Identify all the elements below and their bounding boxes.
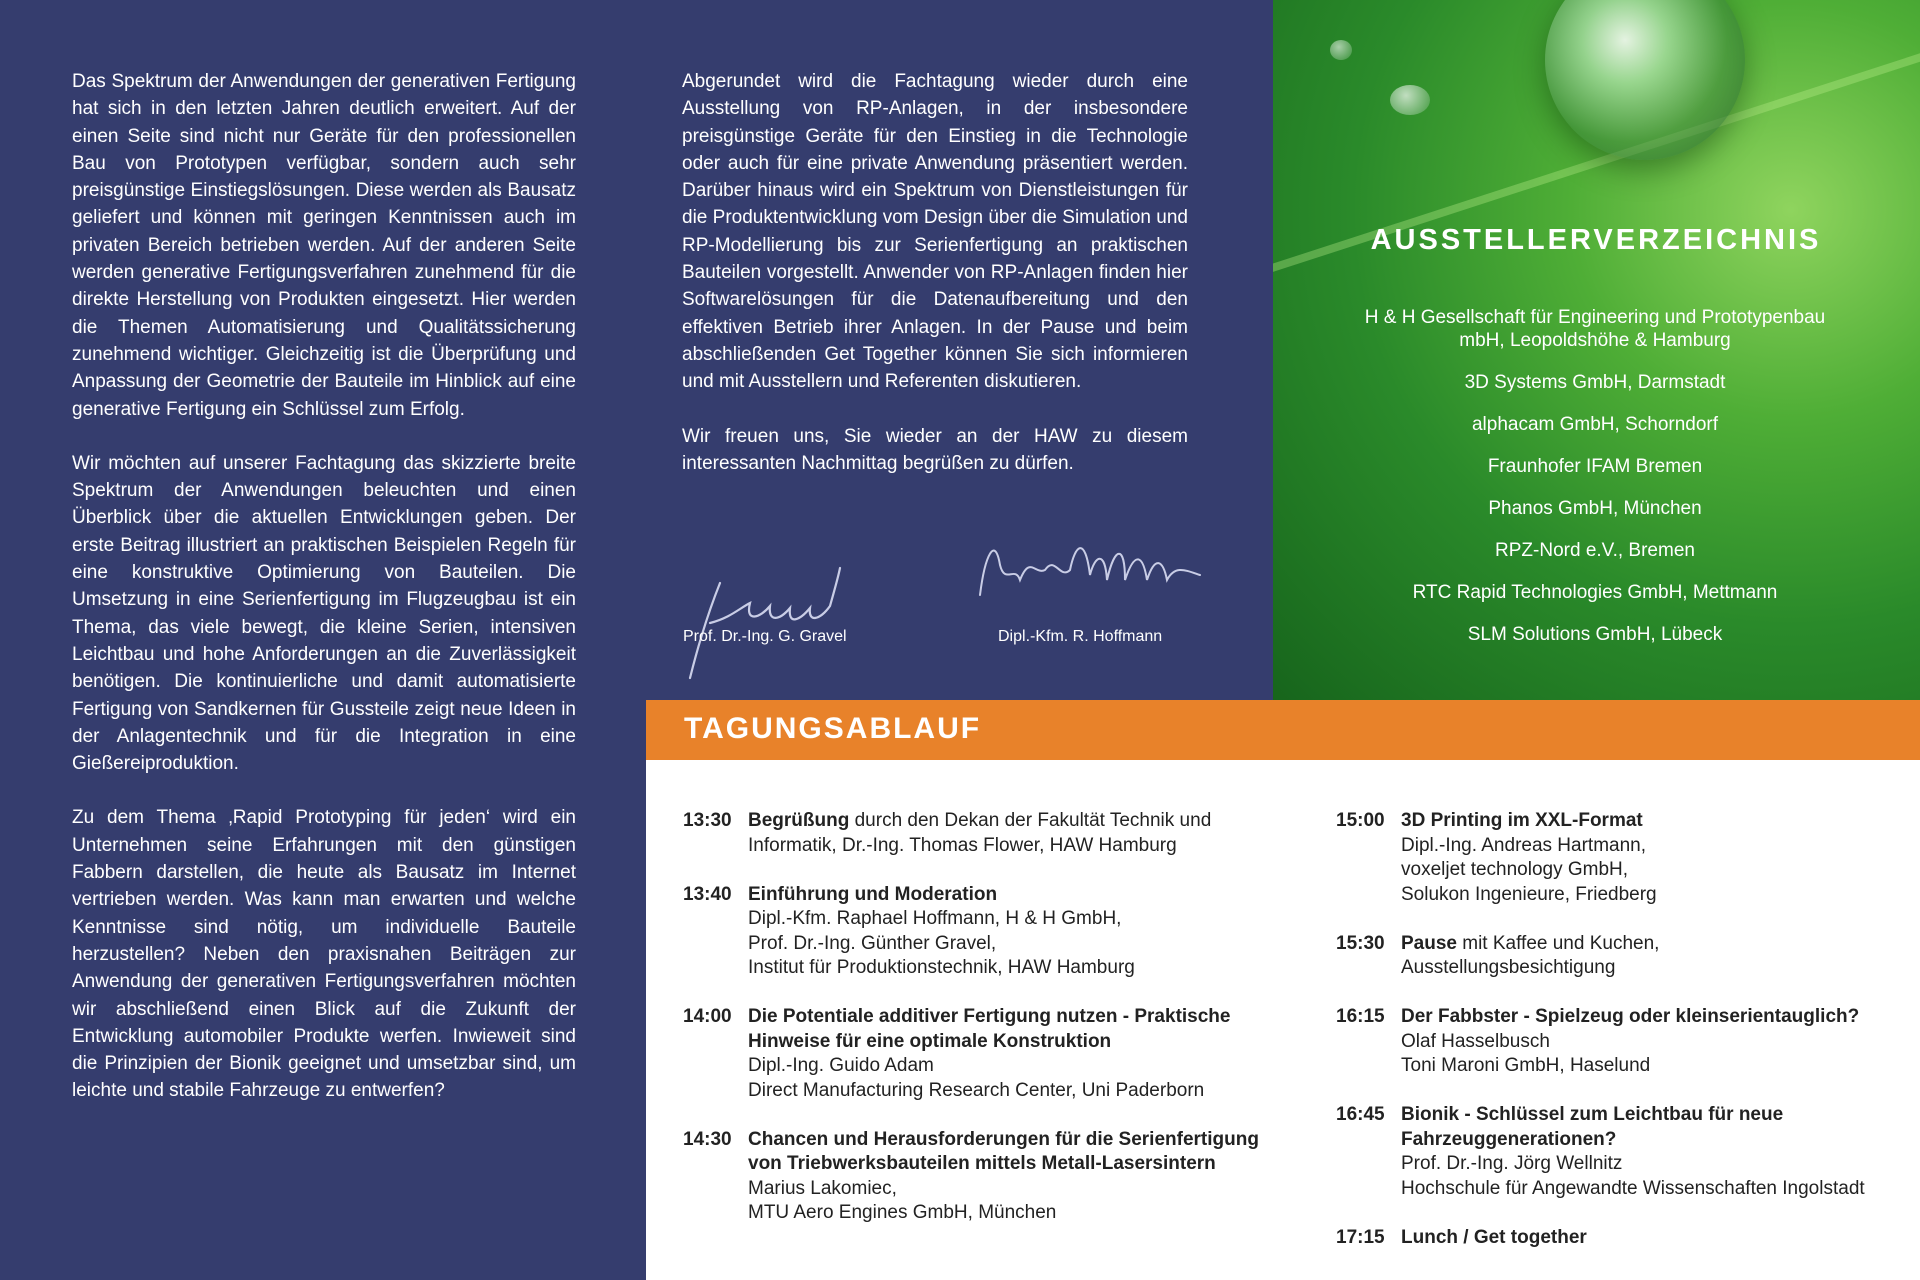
schedule-detail-line: Dipl.-Ing. Andreas Hartmann, (1401, 834, 1647, 856)
schedule-time: 14:30 (683, 1128, 732, 1150)
schedule-column-right (1336, 809, 1920, 1275)
schedule-detail-line: Prof. Dr.-Ing. Jörg Wellnitz (1401, 1153, 1623, 1174)
schedule-column-left (683, 809, 1283, 1250)
closing-paragraph-1: Abgerundet wird die Fachtagung wieder durch eine Ausstellung von RP-Anlagen, in der insbesondere preisgünstige Geräte für den Einstieg in die Technologie oder auch für eine private Anwendung präsentiert werden. Darüber hinaus wird ein Spektrum von Dienstleistungen für die Produktentwicklung vom Design über die Simulation und RP-Modellierung bis zur Serienfertigung an praktischen Bauteilen vorgestellt. Anwender von RP-Anlagen finden hier Softwarelösungen für die Datenaufbereitung und den effektiven Betrieb ihrer Anlagen. In der Pause und beim abschließenden Get Together können Sie sich informieren und mit Ausstellern und Referenten diskutieren. (682, 71, 1188, 393)
schedule-body (748, 809, 1283, 858)
schedule-title: TAGUNGSABLAUF (684, 712, 982, 745)
exhibitor-item: alphacam GmbH, Schorndorf (1471, 414, 1719, 435)
schedule-entry (1336, 1005, 1920, 1079)
schedule-body (1401, 1103, 1920, 1201)
closing-text-column (682, 68, 1188, 504)
schedule-heading: Die Potentiale additiver Fertigung nutzen - Praktische Hinweise für eine optimale Konstruktion (748, 1006, 1231, 1052)
schedule-entry (683, 1128, 1283, 1226)
schedule-detail-line: Olaf Hasselbusch (1401, 1030, 1550, 1052)
schedule-body (1401, 809, 1920, 907)
schedule-heading: Der Fabbster - Spielzeug oder kleinserientauglich? (1401, 1006, 1860, 1027)
exhibitors-list (1340, 306, 1850, 665)
schedule-detail-line: Toni Maroni GmbH, Haselund (1401, 1055, 1651, 1076)
schedule-heading: Einführung und Moderation (748, 883, 998, 905)
schedule-entry (1336, 1103, 1920, 1201)
signature-name-hoffmann: Dipl.-Kfm. R. Hoffmann (998, 628, 1163, 645)
schedule-entry (683, 1005, 1283, 1103)
schedule-detail-line: Prof. Dr.-Ing. Günther Gravel, (748, 932, 997, 954)
schedule-entry (1336, 809, 1920, 907)
schedule-body (1401, 932, 1920, 981)
exhibitor-item: Phanos GmbH, München (1488, 498, 1702, 519)
schedule-time: 15:30 (1336, 932, 1385, 954)
schedule-heading: Pause (1401, 932, 1457, 954)
schedule-time: 16:15 (1336, 1006, 1385, 1027)
intro-text-column (72, 68, 576, 1132)
schedule-detail-line: Dipl.-Kfm. Raphael Hoffmann, H & H GmbH, (748, 908, 1122, 929)
closing-paragraph-2: Wir freuen uns, Sie wieder an der HAW zu diesem interessanten Nachmittag begrüßen zu dürfen. (682, 425, 1188, 474)
intro-paragraph-3: Zu dem Thema ‚Rapid Prototyping für jeden‘ wird ein Unternehmen seine Erfahrungen mit den günstigen Fabbern darstellen, die heute als Bausatz im Internet vertrieben werden. Was kann man erwarten und welche Kenntnisse sind nötig, um individuelle Bauteile herzustellen? Neben den praxisnahen Beiträgen zur Anwendung der generativen Fertigungsverfahren möchten wir abschließend einen Blick auf die Zukunft der Entwicklung automobiler Produkte werfen. Inwieweit sind die Prinzipien der Bionik geeignet und umsetzbar sind, um leichte und stabile Fahrzeuge zu entwerfen? (72, 807, 576, 1102)
water-drop-small (1390, 85, 1430, 115)
schedule-detail-line: Marius Lakomiec, (748, 1177, 897, 1199)
schedule-time: 16:45 (1336, 1104, 1385, 1125)
intro-paragraph-2: Wir möchten auf unserer Fachtagung das skizzierte breite Spektrum der Anwendungen beleuchten und einen Überblick über die aktuellen Entwicklungen geben. Der erste Beitrag illustriert an praktischen Beispielen Regeln für eine konstruktive Optimierung von Bauteilen. Die Umsetzung in eine Serienfertigung im Flugzeugbau ist ein Thema, das viele bewegt, die kleine Serien, intensiven Leichtbau und hohe Anforderungen an die Zuverlässigkeit benötigen. Die kontinuierliche und damit automatisierte Fertigung von Sandkernen für Gussteile zeigt neue Ideen in der Anlagentechnik und für die Integration in eine Gießereiproduktion. (72, 452, 576, 775)
schedule-heading: Begrüßung (748, 810, 850, 831)
schedule-body (748, 1128, 1283, 1226)
schedule-detail-line: MTU Aero Engines GmbH, München (748, 1202, 1057, 1223)
schedule-detail-line: Solukon Ingenieure, Friedberg (1401, 883, 1657, 905)
signature-gravel-image (680, 548, 860, 688)
schedule-heading-tail: mit Kaffee und Kuchen, (1456, 932, 1660, 954)
schedule-detail-line: voxeljet technology GmbH, (1401, 859, 1629, 880)
schedule-detail-line: Informatik, Dr.-Ing. Thomas Flower, HAW Hamburg (748, 834, 1177, 856)
exhibitor-item: Fraunhofer IFAM Bremen (1487, 456, 1703, 477)
schedule-heading: Bionik - Schlüssel zum Leichtbau für neue Fahrzeuggenerationen? (1401, 1104, 1784, 1150)
schedule-entry (683, 809, 1283, 858)
intro-paragraph-1: Das Spektrum der Anwendungen der generativen Fertigung hat sich in den letzten Jahren deutlich erweitert. Auf der einen Seite sind nicht nur Geräte für den professionellen Bau von Prototypen verfügbar, sondern auch sehr preisgünstige Einstiegslösungen. Diese werden als Bausatz geliefert und können mit geringen Kenntnissen auch im privaten Bereich betrieben werden. Auf der anderen Seite werden generative Fertigungsverfahren zunehmend für die direkte Herstellung von Produkten eingesetzt. Hier werden die Themen Automatisierung und Qualitätssicherung zunehmend wichtiger. Gleichzeitig ist die Überprüfung und Anpassung der Geometrie der Bauteile im Hinblick auf eine generative Fertigung ein Schlüssel zum Erfolg. (72, 71, 576, 420)
schedule-detail-line: Dipl.-Ing. Guido Adam (748, 1055, 934, 1076)
schedule-detail-line: Institut für Produktionstechnik, HAW Hamburg (748, 957, 1135, 978)
schedule-body (1401, 1226, 1920, 1251)
schedule-detail-line: Hochschule für Angewandte Wissenschaften Ingolstadt (1401, 1177, 1865, 1199)
schedule-time: 13:30 (683, 810, 732, 831)
schedule-entry (1336, 1226, 1920, 1251)
exhibitor-item: H & H Gesellschaft für Engineering und Prototypenbau mbH, Leopoldshöhe & Hamburg (1364, 307, 1826, 351)
exhibitor-item: 3D Systems GmbH, Darmstadt (1464, 372, 1726, 393)
exhibitor-item: RPZ-Nord e.V., Bremen (1495, 540, 1695, 561)
schedule-time: 17:15 (1336, 1226, 1385, 1248)
signature-name-gravel: Prof. Dr.-Ing. G. Gravel (683, 628, 847, 645)
exhibitor-item: SLM Solutions GmbH, Lübeck (1467, 624, 1723, 645)
schedule-time: 15:00 (1336, 810, 1385, 831)
schedule-body (748, 883, 1283, 981)
schedule-heading: Chancen und Herausforderungen für die Serienfertigung von Triebwerksbauteilen mittels Metall-Lasersintern (748, 1128, 1259, 1174)
exhibitor-item: RTC Rapid Technologies GmbH, Mettmann (1412, 582, 1778, 603)
exhibitors-title: AUSSTELLERVERZEICHNIS (1370, 224, 1822, 256)
schedule-body (748, 1005, 1283, 1103)
water-drop-tiny (1330, 40, 1352, 60)
schedule-detail-line: Ausstellungsbesichtigung (1401, 957, 1616, 978)
schedule-entry (683, 883, 1283, 981)
schedule-detail-line: Direct Manufacturing Research Center, Uni Paderborn (748, 1079, 1205, 1101)
schedule-heading: 3D Printing im XXL-Format (1401, 810, 1643, 831)
schedule-heading: Lunch / Get together (1401, 1226, 1587, 1248)
schedule-time: 13:40 (683, 883, 732, 905)
schedule-entry (1336, 932, 1920, 981)
schedule-heading-tail: durch den Dekan der Fakultät Technik und (849, 810, 1212, 831)
signature-hoffmann-image (975, 525, 1205, 625)
schedule-body (1401, 1005, 1920, 1079)
schedule-time: 14:00 (683, 1006, 732, 1027)
